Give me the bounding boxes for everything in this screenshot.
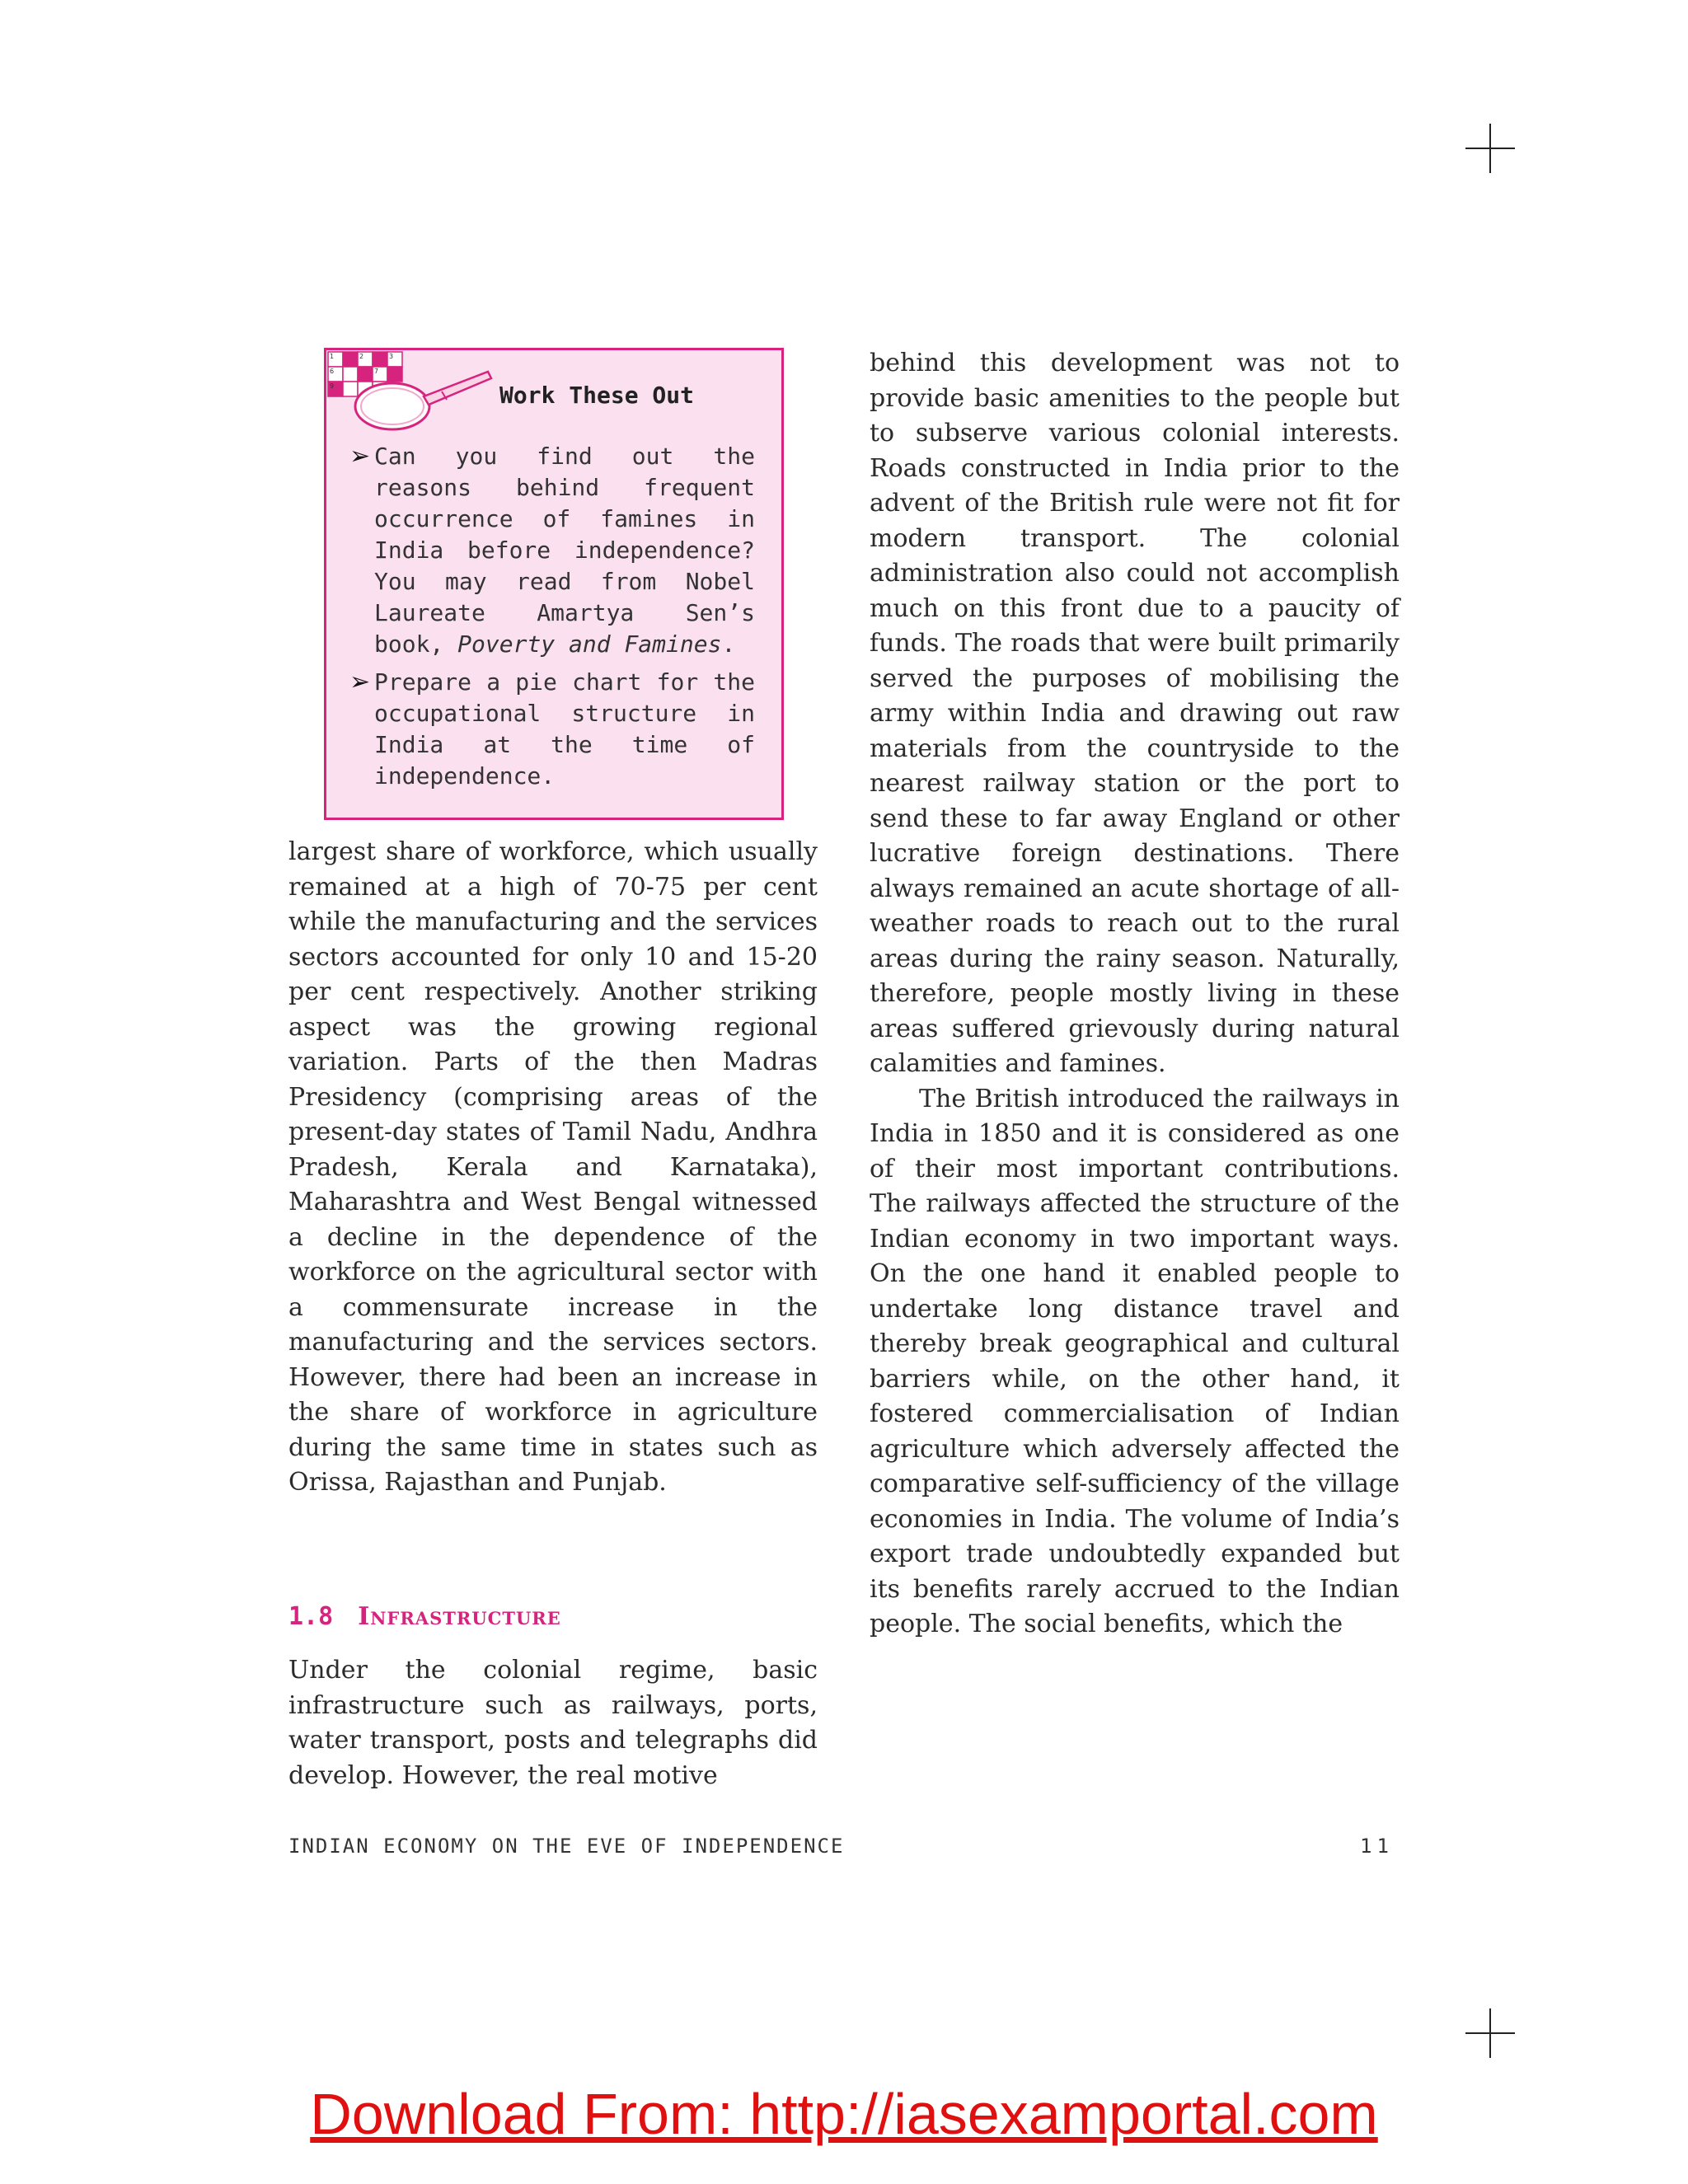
left-column xyxy=(288,835,818,1501)
arrow-bullet-icon: ➢ xyxy=(349,668,371,696)
box-item-pie-chart-text: Prepare a pie chart for the occupational structure in India at the time of independence. xyxy=(374,668,755,790)
svg-text:2: 2 xyxy=(359,353,364,360)
box-item-famines-end: . xyxy=(721,630,736,658)
section-heading xyxy=(288,1602,561,1631)
section-number: 1.8 xyxy=(288,1602,334,1631)
box-item-famines-lead: Can you find out the reasons behind frequent occurrence of famines in India before independence? You may read from Nobel Laureate Amartya Sen’s book, xyxy=(374,443,755,658)
svg-text:9: 9 xyxy=(330,382,335,390)
svg-text:7: 7 xyxy=(374,368,379,375)
running-footer-title: INDIAN ECONOMY ON THE EVE OF INDEPENDENCE xyxy=(288,1835,845,1858)
arrow-bullet-icon: ➢ xyxy=(349,442,371,471)
right-column-paragraph-1: behind this development was not to provide basic amenities to the people but to subserve various colonial interests. Roads constructed in India prior to the advent of the British rule were not fit for modern transport. The colonial administration also could not accomplish much on this front due to a paucity of funds. The roads that were built primarily served the purposes of mobilising the army within India and drawing out raw materials from the countryside to the nearest railway station or the port to send these to far away England or other lucrative foreign destinations. There always remained an acute shortage of all-weather roads to reach out to the rural areas during the rainy season. Naturally, therefore, people mostly living in these areas suffered grievously during natural calamities and famines. xyxy=(870,349,1400,1078)
section-title: Infrastructure xyxy=(358,1602,561,1631)
crop-mark-top-icon xyxy=(1465,124,1515,173)
right-column-paragraph-2: The British introduced the railways in India in 1850 and it is considered as one of their most important contributions. The railways affected the structure of the Indian economy in two important ways. On the one hand it enabled people to undertake long distance travel and thereby break geographical and cultural barriers while, on the other hand, it fostered commercialisation of Indian agriculture which adversely affected the comparative self-sufficiency of the village economies in India. The volume of India’s export trade undoubtedly expanded but its benefits rarely accrued to the Indian people. The social benefits, which the xyxy=(870,1084,1400,1638)
svg-text:3: 3 xyxy=(389,353,394,360)
box-item-famines xyxy=(349,441,755,660)
box-title: Work These Out xyxy=(499,382,695,409)
box-item-famines-text xyxy=(359,441,755,660)
section-body xyxy=(288,1653,818,1793)
work-these-out-box xyxy=(324,348,784,820)
page-number: 11 xyxy=(1360,1835,1394,1858)
left-column-paragraph: largest share of workforce, which usually remained at a high of 70-75 per cent while the manufacturing and the services sectors accounted for only 10 and 15-20 per cent respectively. Another striking aspect was the growing regional variation. Parts of the then Madras Presidency (comprising areas of the present-day states of Tamil Nadu, Andhra Pradesh, Kerala and Karnataka), Maharashtra and West Bengal witnessed a decline in the dependence of the workforce on the agricultural sector with a commensurate increase in the manufacturing and the services sectors. However, there had been an increase in the share of workforce in agriculture during the same time in states such as Orissa, Rajasthan and Punjab. xyxy=(288,837,818,1497)
svg-text:1: 1 xyxy=(330,353,335,360)
svg-text:6: 6 xyxy=(330,368,335,375)
download-link[interactable]: Download From: http://iasexamportal.com xyxy=(310,2082,1378,2146)
crop-mark-bottom-icon xyxy=(1465,2008,1515,2058)
book-title: Poverty and Famines xyxy=(457,630,722,658)
right-column xyxy=(870,346,1400,1643)
section-paragraph: Under the colonial regime, basic infrastructure such as railways, ports, water transport, posts and telegraphs did develop. However, the real motive xyxy=(288,1656,818,1790)
box-item-pie-chart xyxy=(349,667,755,792)
